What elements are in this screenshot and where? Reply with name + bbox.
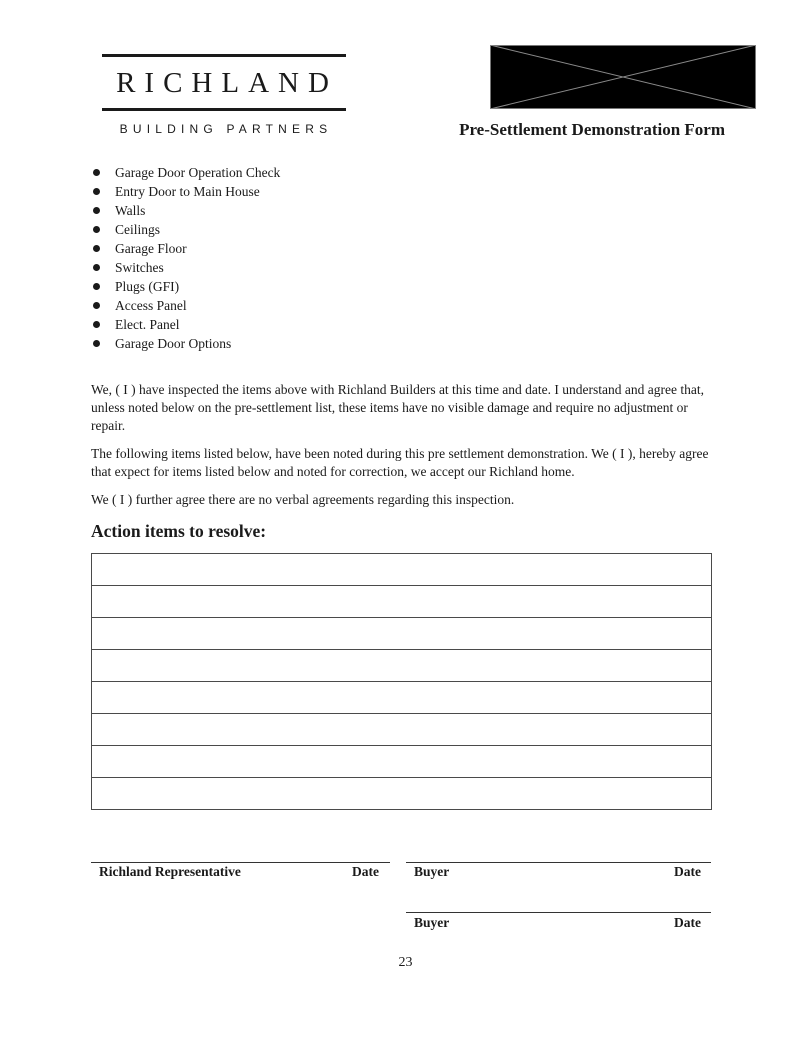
logo-bottom-rule <box>102 108 346 111</box>
table-row <box>92 650 712 682</box>
checklist-item <box>91 182 280 201</box>
page-number: 23 <box>398 955 413 970</box>
inspection-statement: We, ( I ) have inspected the items above with Richland Builders at this time and date. I understand and agree that, unless noted below on the pre-settlement list, these items have no visible damage and require no adjustment or repair. <box>91 382 704 433</box>
second-buyer-date-label: Date <box>674 915 701 930</box>
checklist-item-label: Access Panel <box>115 298 187 313</box>
checklist-item-label: Switches <box>115 260 164 275</box>
buyer-signature-label: Buyer <box>414 864 450 879</box>
table-row <box>92 778 712 810</box>
image-placeholder-graphic <box>490 45 756 109</box>
action-items-table <box>91 553 712 810</box>
logo-top-rule <box>102 54 346 57</box>
bullet-icon <box>93 321 100 328</box>
checklist-item <box>91 315 280 334</box>
table-row <box>92 618 712 650</box>
checklist-item <box>91 201 280 220</box>
representative-signature-line[interactable] <box>91 862 390 863</box>
action-item-cell[interactable] <box>92 618 712 650</box>
checklist-item-label: Garage Floor <box>115 241 187 256</box>
checklist-item <box>91 163 280 182</box>
bullet-icon <box>93 169 100 176</box>
action-items-heading: Action items to resolve: <box>91 521 267 541</box>
bullet-icon <box>93 188 100 195</box>
checklist-item <box>91 296 280 315</box>
representative-date-label: Date <box>352 864 379 879</box>
action-item-cell[interactable] <box>92 650 712 682</box>
action-item-cell[interactable] <box>92 554 712 586</box>
action-item-cell[interactable] <box>92 682 712 714</box>
second-buyer-signature-line[interactable] <box>406 912 711 913</box>
bullet-icon <box>93 226 100 233</box>
bullet-icon <box>93 283 100 290</box>
action-item-cell[interactable] <box>92 746 712 778</box>
checklist-item-label: Garage Door Options <box>115 336 232 351</box>
checklist-item-label: Garage Door Operation Check <box>115 165 281 180</box>
checklist-item-label: Elect. Panel <box>115 317 180 332</box>
checklist-item <box>91 220 280 239</box>
bullet-icon <box>93 302 100 309</box>
table-row <box>92 746 712 778</box>
inspection-checklist <box>91 163 280 353</box>
buyer-date-label: Date <box>674 864 701 879</box>
action-item-cell[interactable] <box>92 778 712 810</box>
bullet-icon <box>93 340 100 347</box>
table-row <box>92 714 712 746</box>
representative-signature-label: Richland Representative <box>99 864 241 879</box>
company-logo-name: RICHLAND <box>116 67 338 99</box>
checklist-item-label: Ceilings <box>115 222 161 237</box>
second-buyer-signature-label: Buyer <box>414 915 450 930</box>
table-row <box>92 682 712 714</box>
checklist-item <box>91 258 280 277</box>
correction-statement: The following items listed below, have been noted during this pre settlement demonstration. We ( I ), hereby agree that expect for items listed below and noted for correction, we accept our Richland home. <box>91 446 709 479</box>
verbal-agreement-statement: We ( I ) further agree there are no verbal agreements regarding this inspection. <box>91 492 515 507</box>
checklist-item-label: Walls <box>115 203 146 218</box>
checklist-item-label: Entry Door to Main House <box>115 184 260 199</box>
company-logo-tagline: BUILDING PARTNERS <box>119 122 333 136</box>
image-placeholder <box>490 45 756 109</box>
action-item-cell[interactable] <box>92 586 712 618</box>
bullet-icon <box>93 245 100 252</box>
checklist-item <box>91 334 280 353</box>
checklist-item <box>91 239 280 258</box>
checklist-item <box>91 277 280 296</box>
bullet-icon <box>93 207 100 214</box>
form-title: Pre-Settlement Demonstration Form <box>459 120 725 139</box>
action-item-cell[interactable] <box>92 714 712 746</box>
buyer-signature-line[interactable] <box>406 862 711 863</box>
bullet-icon <box>93 264 100 271</box>
table-row <box>92 586 712 618</box>
checklist-item-label: Plugs (GFI) <box>115 279 180 294</box>
table-row <box>92 554 712 586</box>
